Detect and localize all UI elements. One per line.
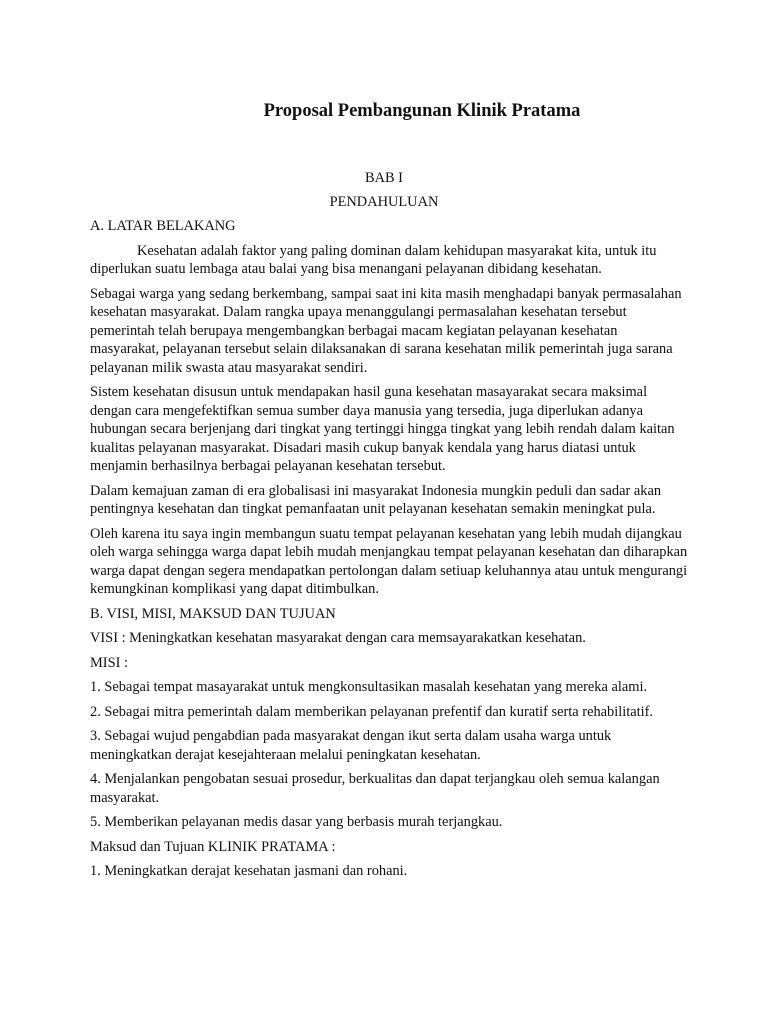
visi-statement: VISI : Meningkatkan kesehatan masyarakat dengan cara memsayarakatkan kesehatan. (90, 630, 586, 646)
document-body (90, 217, 690, 887)
chapter-title: PENDAHULUAN (329, 194, 439, 210)
section-b-heading: B. VISI, MISI, MAKSUD DAN TUJUAN (90, 605, 336, 622)
paragraph: Kesehatan adalah faktor yang paling dominan dalam kehidupan masyarakat kita, untuk itu diperlukan suatu lembaga atau balai yang bisa menangani pelayanan dibidang kesehatan. (90, 242, 657, 277)
misi-label: MISI : (90, 654, 128, 671)
section-a-heading: A. LATAR BELAKANG (90, 218, 236, 234)
misi-item: 4. Menjalankan pengobatan sesuai prosedur, berkualitas dan dapat terjangkau oleh semua kalangan masyarakat. (90, 771, 660, 806)
chapter-number: BAB I (365, 170, 403, 186)
maksud-tujuan-label: Maksud dan Tujuan KLINIK PRATAMA : (90, 838, 336, 855)
misi-item: 2. Sebagai mitra pemerintah dalam memberikan pelayanan prefentif dan kuratif serta rehabilitatif. (90, 703, 653, 720)
paragraph: Dalam kemajuan zaman di era globalisasi ini masyarakat Indonesia mungkin peduli dan sadar akan pentingnya kesehatan dan tingkat pemanfaatan unit pelayanan kesehatan semakin meningkat pula. (90, 482, 662, 517)
paragraph: Sebagai warga yang sedang berkembang, sampai saat ini kita masih menghadapi banyak permasalahan kesehatan masyarakat. Dalam rangka upaya menanggulangi permasalahan kesehatan tersebut pemerintah telah berupaya mengembangkan berbagai macam kegiatan pelayanan kesehatan masyarakat, pelayanan tersebut selain dilaksanakan di sarana kesehatan milik pemerintah juga sarana pelayanan milik swasta atau masyarakat sendiri. (90, 285, 682, 376)
document-title: Proposal Pembangunan Klinik Pratama (263, 101, 581, 121)
paragraph: Oleh karena itu saya ingin membangun suatu tempat pelayanan kesehatan yang lebih mudah dijangkau oleh warga sehingga warga dapat lebih mudah menjangkau tempat pelayanan kesehatan dan diharapkan warga dapat dengan segera mendapatkan pertolongan dalam setiuap keluhannya atau untuk mengurangi kemungkinan komplikasi yang dapat ditimbulkan. (90, 525, 688, 597)
paragraph: Sistem kesehatan disusun untuk mendapakan hasil guna kesehatan masayarakat secara maksimal dengan cara mengefektifkan semua sumber daya manusia yang tersedia, juga diperlukan adanya hubungan secara berjenjang dari tingkat yang tertinggi hingga tingkat yang lebih rendah dalam kaitan kualitas pelayanan masyarakat. Disadari masih cukup banyak kendala yang harus diatasi untuk menjamin berhasilnya berbagai pelayanan kesehatan tersebut. (90, 384, 675, 474)
maksud-tujuan-item: 1. Meningkatkan derajat kesehatan jasmani dan rohani. (90, 863, 408, 879)
misi-item: 5. Memberikan pelayanan medis dasar yang berbasis murah terjangkau. (90, 814, 503, 830)
misi-item: 1. Sebagai tempat masayarakat untuk mengkonsultasikan masalah kesehatan yang mereka alami. (90, 679, 648, 695)
misi-item: 3. Sebagai wujud pengabdian pada masyarakat dengan ikut serta dalam usaha warga untuk meningkatkan derajat kesejahteraan melalui peningkatan kesehatan. (90, 728, 612, 763)
